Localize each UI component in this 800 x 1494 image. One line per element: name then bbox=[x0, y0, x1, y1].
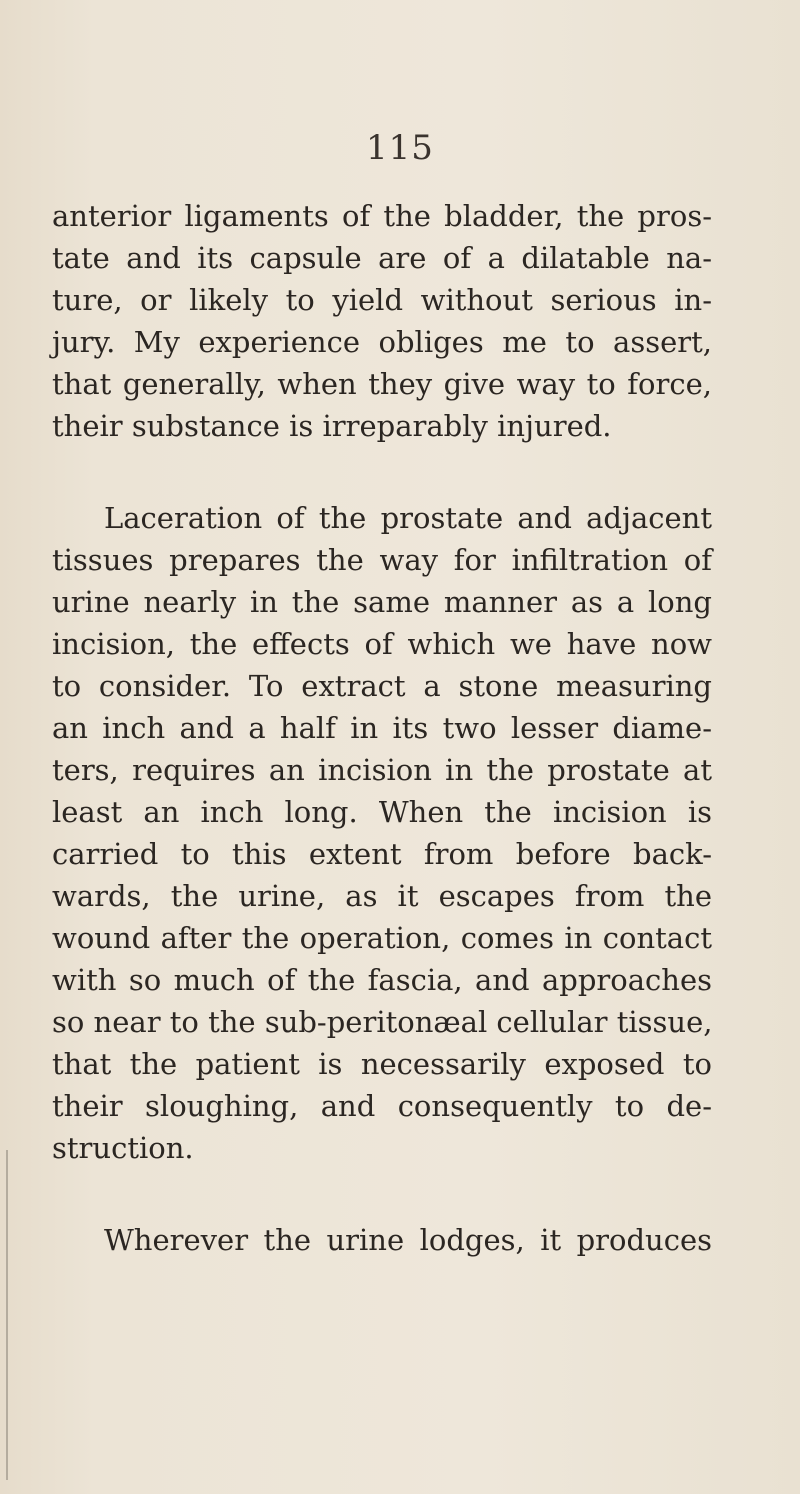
text-line: urine nearly in the same manner as a long bbox=[52, 585, 712, 619]
text-line: least an inch long. When the incision is bbox=[52, 795, 712, 829]
text-line: tate and its capsule are of a dilatable na- bbox=[52, 241, 712, 275]
page-number: 115 bbox=[366, 128, 434, 168]
text-line: so near to the sub-peritonæal cellular tissue, bbox=[52, 1005, 713, 1039]
text-line: Wherever the urine lodges, it produces bbox=[104, 1223, 712, 1257]
text-line: ture, or likely to yield without serious in- bbox=[52, 283, 712, 317]
text-line: an inch and a half in its two lesser diame- bbox=[52, 711, 712, 745]
text-line: anterior ligaments of the bladder, the pros- bbox=[52, 199, 712, 233]
text-line: that the patient is necessarily exposed to bbox=[52, 1047, 712, 1081]
gutter-shadow-line bbox=[6, 1150, 8, 1480]
text-line: to consider. To extract a stone measuring bbox=[52, 669, 712, 703]
text-line: incision, the effects of which we have now bbox=[52, 627, 712, 661]
text-line: struction. bbox=[52, 1131, 194, 1165]
text-line: ters, requires an incision in the prostate at bbox=[52, 753, 712, 787]
text-line: wound after the operation, comes in contact bbox=[52, 921, 712, 955]
text-line: carried to this extent from before back- bbox=[52, 837, 712, 871]
text-line: Laceration of the prostate and adjacent bbox=[104, 501, 712, 535]
text-line: their sloughing, and consequently to de- bbox=[52, 1089, 712, 1123]
text-line: jury. My experience obliges me to assert, bbox=[52, 325, 712, 359]
text-line: with so much of the fascia, and approaches bbox=[52, 963, 712, 997]
text-line: that generally, when they give way to force, bbox=[52, 367, 712, 401]
text-line: wards, the urine, as it escapes from the bbox=[52, 879, 712, 913]
text-line: their substance is irreparably injured. bbox=[52, 409, 612, 443]
text-line: tissues prepares the way for infiltration of bbox=[52, 543, 712, 577]
